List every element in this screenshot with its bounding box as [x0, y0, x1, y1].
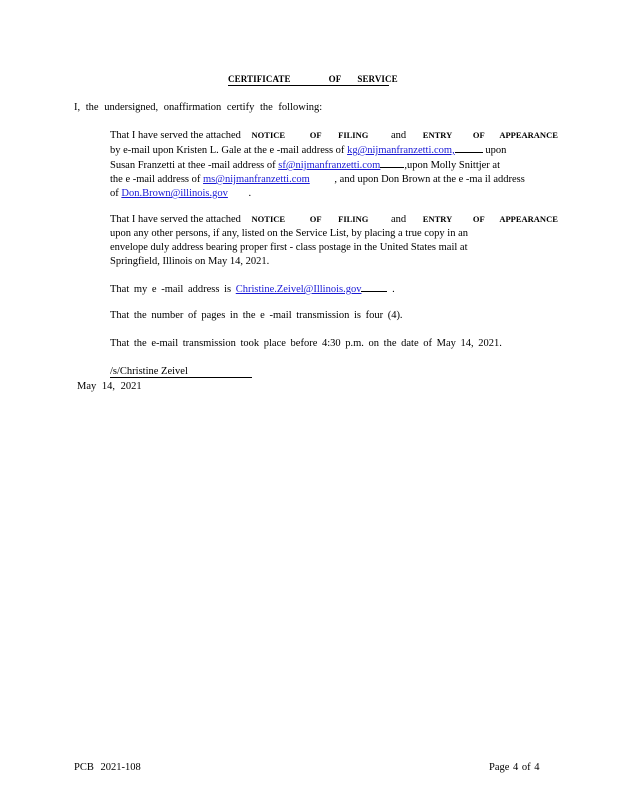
email-link-kg[interactable]: kg@nijmanfranzetti.com,	[347, 145, 455, 156]
signature-line: /s/Christine Zeivel	[110, 366, 252, 378]
para1-line-4: the e -mail address of ms@nijmanfranzetti.com , and upon Don Brown at the e -ma il address	[110, 174, 525, 185]
underline-blank	[455, 143, 483, 153]
signature-date: May 14, 2021	[77, 381, 142, 392]
title-word-2: OF	[328, 74, 342, 84]
footer-page-number: Page 4 of 4	[489, 762, 540, 773]
service-paragraph-email	[110, 128, 558, 201]
para1-line-5: of Don.Brown@illinois.gov .	[110, 188, 252, 199]
para1-line-3: Susan Franzetti at thee -mail address of sf@nijmanfranzetti.com ,upon Molly Snittjer at	[110, 160, 501, 171]
email-link-ms[interactable]: ms@nijmanfranzetti.com	[203, 174, 310, 185]
para1-line-2: by e-mail upon Kristen L. Gale at the e -mail address of kg@nijmanfranzetti.com, upon	[110, 145, 507, 156]
para2-line-1: That I have served the attached NOTICE OF FILING and ENTRY OF APPEARANCE	[110, 214, 558, 225]
page-count-statement: That the number of pages in the e -mail transmission is four (4).	[110, 310, 403, 321]
intro-statement: I, the undersigned, onaffirmation certify the following:	[74, 102, 323, 113]
footer-case-number: PCB 2021-108	[74, 762, 141, 773]
para2-line-2: upon any other persons, if any, listed on the Service List, by placing a true copy in an	[110, 228, 468, 239]
email-address-statement: That my e -mail address is Christine.Zeivel@Illinois.gov .	[110, 284, 395, 295]
para1-line-1: That I have served the attached NOTICE OF FILING and ENTRY OF APPEARANCE	[110, 130, 558, 141]
email-link-don-brown[interactable]: Don.Brown@illinois.gov	[121, 188, 228, 199]
title-word-1: CERTIFICATE	[228, 74, 291, 84]
para2-line-3: envelope duly address bearing proper first - class postage in the United States mail at	[110, 242, 468, 253]
title-word-3: SERVICE	[357, 74, 398, 84]
underline-blank	[361, 282, 387, 292]
para2-line-4: Springfield, Illinois on May 14, 2021.	[110, 256, 270, 267]
service-paragraph-mail	[110, 212, 558, 269]
document-title	[228, 74, 398, 86]
transmission-time-statement: That the e-mail transmission took place before 4:30 p.m. on the date of May 14, 2021.	[110, 338, 502, 349]
email-link-christine[interactable]: Christine.Zeivel@Illinois.gov	[235, 284, 362, 295]
underline-blank	[380, 158, 404, 168]
email-link-sf[interactable]: sf@nijmanfranzetti.com	[278, 160, 381, 171]
